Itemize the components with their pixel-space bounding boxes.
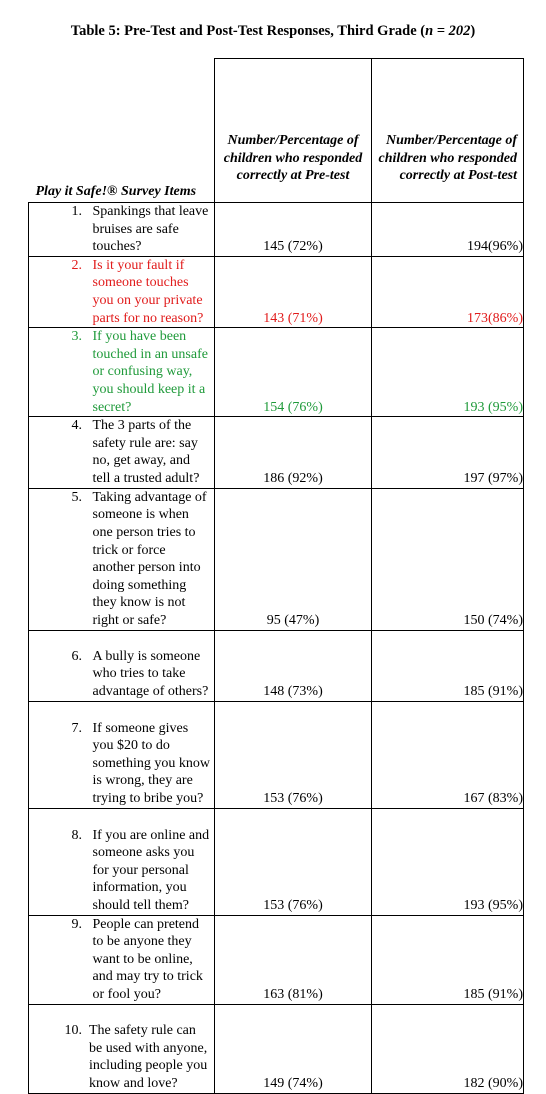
- post-test-value: 182 (90%): [372, 1004, 524, 1093]
- item-cell: [29, 417, 215, 488]
- pre-test-value: 153 (76%): [215, 808, 372, 915]
- header-row: [29, 59, 524, 203]
- item-text: Is it your fault if someone touches you on your private parts for no reason?: [92, 257, 204, 326]
- item-cell: [29, 1004, 215, 1093]
- table-title-n: n = 202: [425, 23, 471, 39]
- item-text: Taking advantage of someone is when one person tries to trick or force another person into doing something they know is not right or safe?: [92, 489, 207, 628]
- item-text: A bully is someone who tries to take advantage of others?: [92, 648, 209, 699]
- table-row: [29, 808, 524, 915]
- table-row: [29, 328, 524, 417]
- pre-test-value: 163 (81%): [215, 915, 372, 1004]
- item-number: 9.: [71, 916, 82, 932]
- pre-test-value: 145 (72%): [215, 203, 372, 257]
- table-row: [29, 701, 524, 808]
- item-number: 6.: [71, 648, 82, 664]
- item-text: The safety rule can be used with anyone, including people you know and love?: [89, 1023, 208, 1091]
- table-row: [29, 488, 524, 630]
- table-row: [29, 1004, 524, 1093]
- item-text: People can pretend to be anyone they want to be online, and may try to trick or fool you?: [92, 916, 203, 1002]
- table-row: [29, 630, 524, 701]
- item-cell: [29, 203, 215, 257]
- item-text: If you have been touched in an unsafe or confusing way, you should keep it a secret?: [92, 329, 208, 415]
- item-cell: [29, 915, 215, 1004]
- post-test-value: 185 (91%): [372, 630, 524, 701]
- pre-test-value: 186 (92%): [215, 417, 372, 488]
- header-pre-test: Number/Percentage of children who responded correctly at Pre-test: [215, 59, 372, 203]
- table-title-main: Table 5: Pre-Test and Post-Test Responses, Third Grade (: [70, 23, 426, 39]
- post-test-value: 185 (91%): [372, 915, 524, 1004]
- item-cell: [29, 256, 215, 327]
- table-row: [29, 203, 524, 257]
- item-cell: [29, 701, 215, 808]
- item-number: 7.: [71, 720, 82, 736]
- pre-test-value: 143 (71%): [215, 256, 372, 327]
- table-title-close: ): [470, 23, 476, 39]
- post-test-value: 193 (95%): [372, 328, 524, 417]
- post-test-value: 193 (95%): [372, 808, 524, 915]
- pre-test-value: 95 (47%): [215, 488, 372, 630]
- item-number: 1.: [71, 204, 82, 219]
- item-cell: [29, 488, 215, 630]
- pre-test-value: 153 (76%): [215, 701, 372, 808]
- table-row: [29, 256, 524, 327]
- item-cell: [29, 630, 215, 701]
- item-number: 5.: [71, 489, 82, 505]
- item-number: 8.: [71, 827, 82, 843]
- item-cell: [29, 328, 215, 417]
- item-number: 10.: [64, 1023, 82, 1039]
- post-test-value: 197 (97%): [372, 417, 524, 488]
- header-post-test: Number/Percentage of children who responded correctly at Post-test: [372, 59, 524, 203]
- pre-test-value: 154 (76%): [215, 328, 372, 417]
- post-test-value: 173(86%): [372, 256, 524, 327]
- post-test-value: 150 (74%): [372, 488, 524, 630]
- table-title: [0, 22, 546, 40]
- item-number: 3.: [71, 329, 82, 345]
- post-test-value: 167 (83%): [372, 701, 524, 808]
- pre-test-value: 148 (73%): [215, 630, 372, 701]
- post-test-value: 194(96%): [372, 203, 524, 257]
- table-row: [29, 417, 524, 488]
- item-number: 2.: [71, 257, 82, 273]
- header-survey-items: Play it Safe!® Survey Items: [29, 59, 215, 203]
- item-text: Spankings that leave bruises are safe touches?: [92, 204, 209, 255]
- item-cell: [29, 808, 215, 915]
- results-table: [28, 58, 524, 1094]
- table-row: [29, 915, 524, 1004]
- item-text: If someone gives you $20 to do something you know is wrong, they are trying to bribe you?: [92, 720, 210, 806]
- item-number: 4.: [71, 418, 82, 434]
- item-text: The 3 parts of the safety rule are: say no, get away, and tell a trusted adult?: [92, 418, 200, 486]
- item-text: If you are online and someone asks you for your personal information, you should tell them?: [92, 827, 210, 913]
- pre-test-value: 149 (74%): [215, 1004, 372, 1093]
